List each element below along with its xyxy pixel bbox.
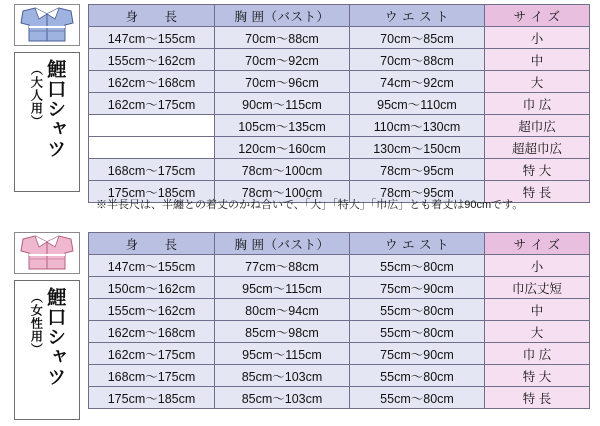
cell-bust: 105cm〜135cm [215,115,350,137]
col-header-size: サ イ ズ [485,233,590,255]
cell-height: 168cm〜175cm [89,365,215,387]
table-row [89,137,590,159]
cell-waist: 55cm〜80cm [350,255,485,277]
cell-waist: 55cm〜80cm [350,321,485,343]
cell-waist: 74cm〜92cm [350,71,485,93]
cell-bust: 70cm〜88cm [215,27,350,49]
cell-bust: 78cm〜100cm [215,159,350,181]
table-row [89,115,590,137]
section-title-adult [14,52,80,192]
cell-bust: 70cm〜92cm [215,49,350,71]
col-header-bust: 胸 囲（バスト） [215,5,350,27]
cell-bust: 95cm〜115cm [215,343,350,365]
footnote: ※半長尺は、半纏との着丈のかね合いで、「大」「特大」「巾広」とも着丈は90cmです。 [96,199,524,211]
col-header-waist: ウ エ ス ト [350,233,485,255]
happi-coat-pink-icon [14,232,80,274]
table-header-row [89,233,590,255]
section-adult [6,4,590,203]
label-column-adult [6,4,88,192]
cell-height-empty [89,115,215,137]
cell-waist: 95cm〜110cm [350,93,485,115]
cell-waist: 78cm〜95cm [350,159,485,181]
cell-bust: 90cm〜115cm [215,93,350,115]
table-row [89,343,590,365]
cell-bust: 120cm〜160cm [215,137,350,159]
cell-bust: 78cm〜100cm [215,181,350,203]
cell-bust: 95cm〜115cm [215,277,350,299]
cell-height: 150cm〜162cm [89,277,215,299]
cell-bust: 85cm〜98cm [215,321,350,343]
col-header-waist: ウ エ ス ト [350,5,485,27]
cell-height: 155cm〜162cm [89,299,215,321]
size-table-adult [88,4,590,203]
cell-size: 超超巾広 [485,137,590,159]
label-column-women [6,232,88,420]
cell-height: 155cm〜162cm [89,49,215,71]
cell-waist: 75cm〜90cm [350,343,485,365]
section-women [6,232,590,420]
cell-waist: 110cm〜130cm [350,115,485,137]
cell-size: 巾 広 [485,93,590,115]
table-row [89,365,590,387]
cell-waist: 55cm〜80cm [350,299,485,321]
cell-bust: 77cm〜88cm [215,255,350,277]
table-row [89,159,590,181]
cell-size: 巾広丈短 [485,277,590,299]
cell-waist: 130cm〜150cm [350,137,485,159]
cell-size: 特 大 [485,159,590,181]
table-row [89,255,590,277]
cell-bust: 85cm〜103cm [215,387,350,409]
table-row [89,387,590,409]
cell-waist: 70cm〜85cm [350,27,485,49]
cell-waist: 70cm〜88cm [350,49,485,71]
table-row [89,277,590,299]
cell-height-empty [89,137,215,159]
section-title-women [14,280,80,420]
table-row [89,93,590,115]
cell-size: 小 [485,27,590,49]
table-row [89,27,590,49]
cell-size: 特 長 [485,387,590,409]
cell-size: 特 大 [485,365,590,387]
section-title-sub-women: （女性用） [29,291,44,356]
cell-waist: 75cm〜90cm [350,277,485,299]
table-row [89,321,590,343]
col-header-height: 身 長 [89,5,215,27]
section-title-main-women: 鯉口シャツ [44,287,66,387]
cell-waist: 55cm〜80cm [350,365,485,387]
cell-height: 162cm〜175cm [89,343,215,365]
cell-size: 大 [485,71,590,93]
cell-size: 超巾広 [485,115,590,137]
cell-height: 147cm〜155cm [89,27,215,49]
cell-height: 162cm〜168cm [89,321,215,343]
col-header-height: 身 長 [89,233,215,255]
happi-coat-blue-icon [14,4,80,46]
cell-waist: 55cm〜80cm [350,387,485,409]
table-row [89,49,590,71]
cell-size: 巾 広 [485,343,590,365]
cell-size: 小 [485,255,590,277]
col-header-size: サ イ ズ [485,5,590,27]
cell-height: 162cm〜168cm [89,71,215,93]
cell-height: 147cm〜155cm [89,255,215,277]
cell-bust: 85cm〜103cm [215,365,350,387]
table-row [89,299,590,321]
cell-bust: 70cm〜96cm [215,71,350,93]
cell-size: 中 [485,49,590,71]
col-header-bust: 胸 囲（バスト） [215,233,350,255]
cell-waist: 78cm〜95cm [350,181,485,203]
cell-size: 大 [485,321,590,343]
cell-size: 特 長 [485,181,590,203]
size-table-women [88,232,590,409]
cell-height: 168cm〜175cm [89,159,215,181]
table-header-row [89,5,590,27]
table-row [89,71,590,93]
cell-height: 175cm〜185cm [89,387,215,409]
section-title-sub-adult: （大人用） [29,63,44,128]
cell-height: 175cm〜185cm [89,181,215,203]
cell-height: 162cm〜175cm [89,93,215,115]
cell-size: 中 [485,299,590,321]
cell-bust: 80cm〜94cm [215,299,350,321]
section-title-main-adult: 鯉口シャツ [44,59,66,159]
